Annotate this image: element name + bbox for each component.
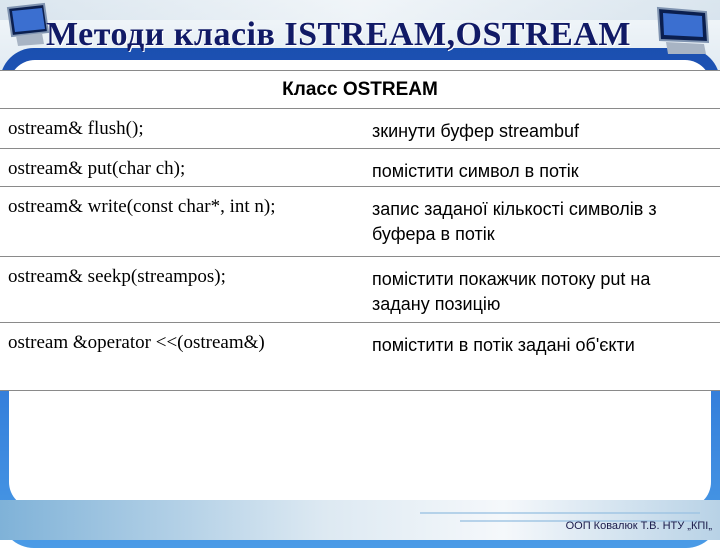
slide-title: Методи класів ISTREAM,OSTREAM <box>46 16 631 53</box>
method-description: помістити в потік задані об'єкти <box>360 323 720 391</box>
decor-stripe <box>420 512 700 514</box>
method-description: зкинути буфер streambuf <box>360 109 720 149</box>
method-signature: ostream &operator <<(ostream&) <box>0 323 360 391</box>
table-row <box>0 257 720 323</box>
method-signature: ostream& write(const char*, int n); <box>0 187 360 257</box>
computer-monitor-icon <box>652 4 716 58</box>
ostream-methods-table <box>0 70 720 391</box>
table-row <box>0 323 720 391</box>
method-description: помістити символ в потік <box>360 149 720 187</box>
table-header-row <box>0 71 720 109</box>
method-description: помістити покажчик потоку put на задану позицію <box>360 257 720 323</box>
computer-monitor-icon <box>4 2 52 48</box>
method-description: запис заданої кількості символів з буфера в потік <box>360 187 720 257</box>
slide-footer: ООП Ковалюк Т.В. НТУ „КПІ„ <box>565 520 712 532</box>
method-signature: ostream& put(char ch); <box>0 149 360 187</box>
table-header: Класс OSTREAM <box>0 71 720 109</box>
table-row <box>0 187 720 257</box>
method-signature: ostream& flush(); <box>0 109 360 149</box>
table-row <box>0 149 720 187</box>
table-row <box>0 109 720 149</box>
method-signature: ostream& seekp(streampos); <box>0 257 360 323</box>
